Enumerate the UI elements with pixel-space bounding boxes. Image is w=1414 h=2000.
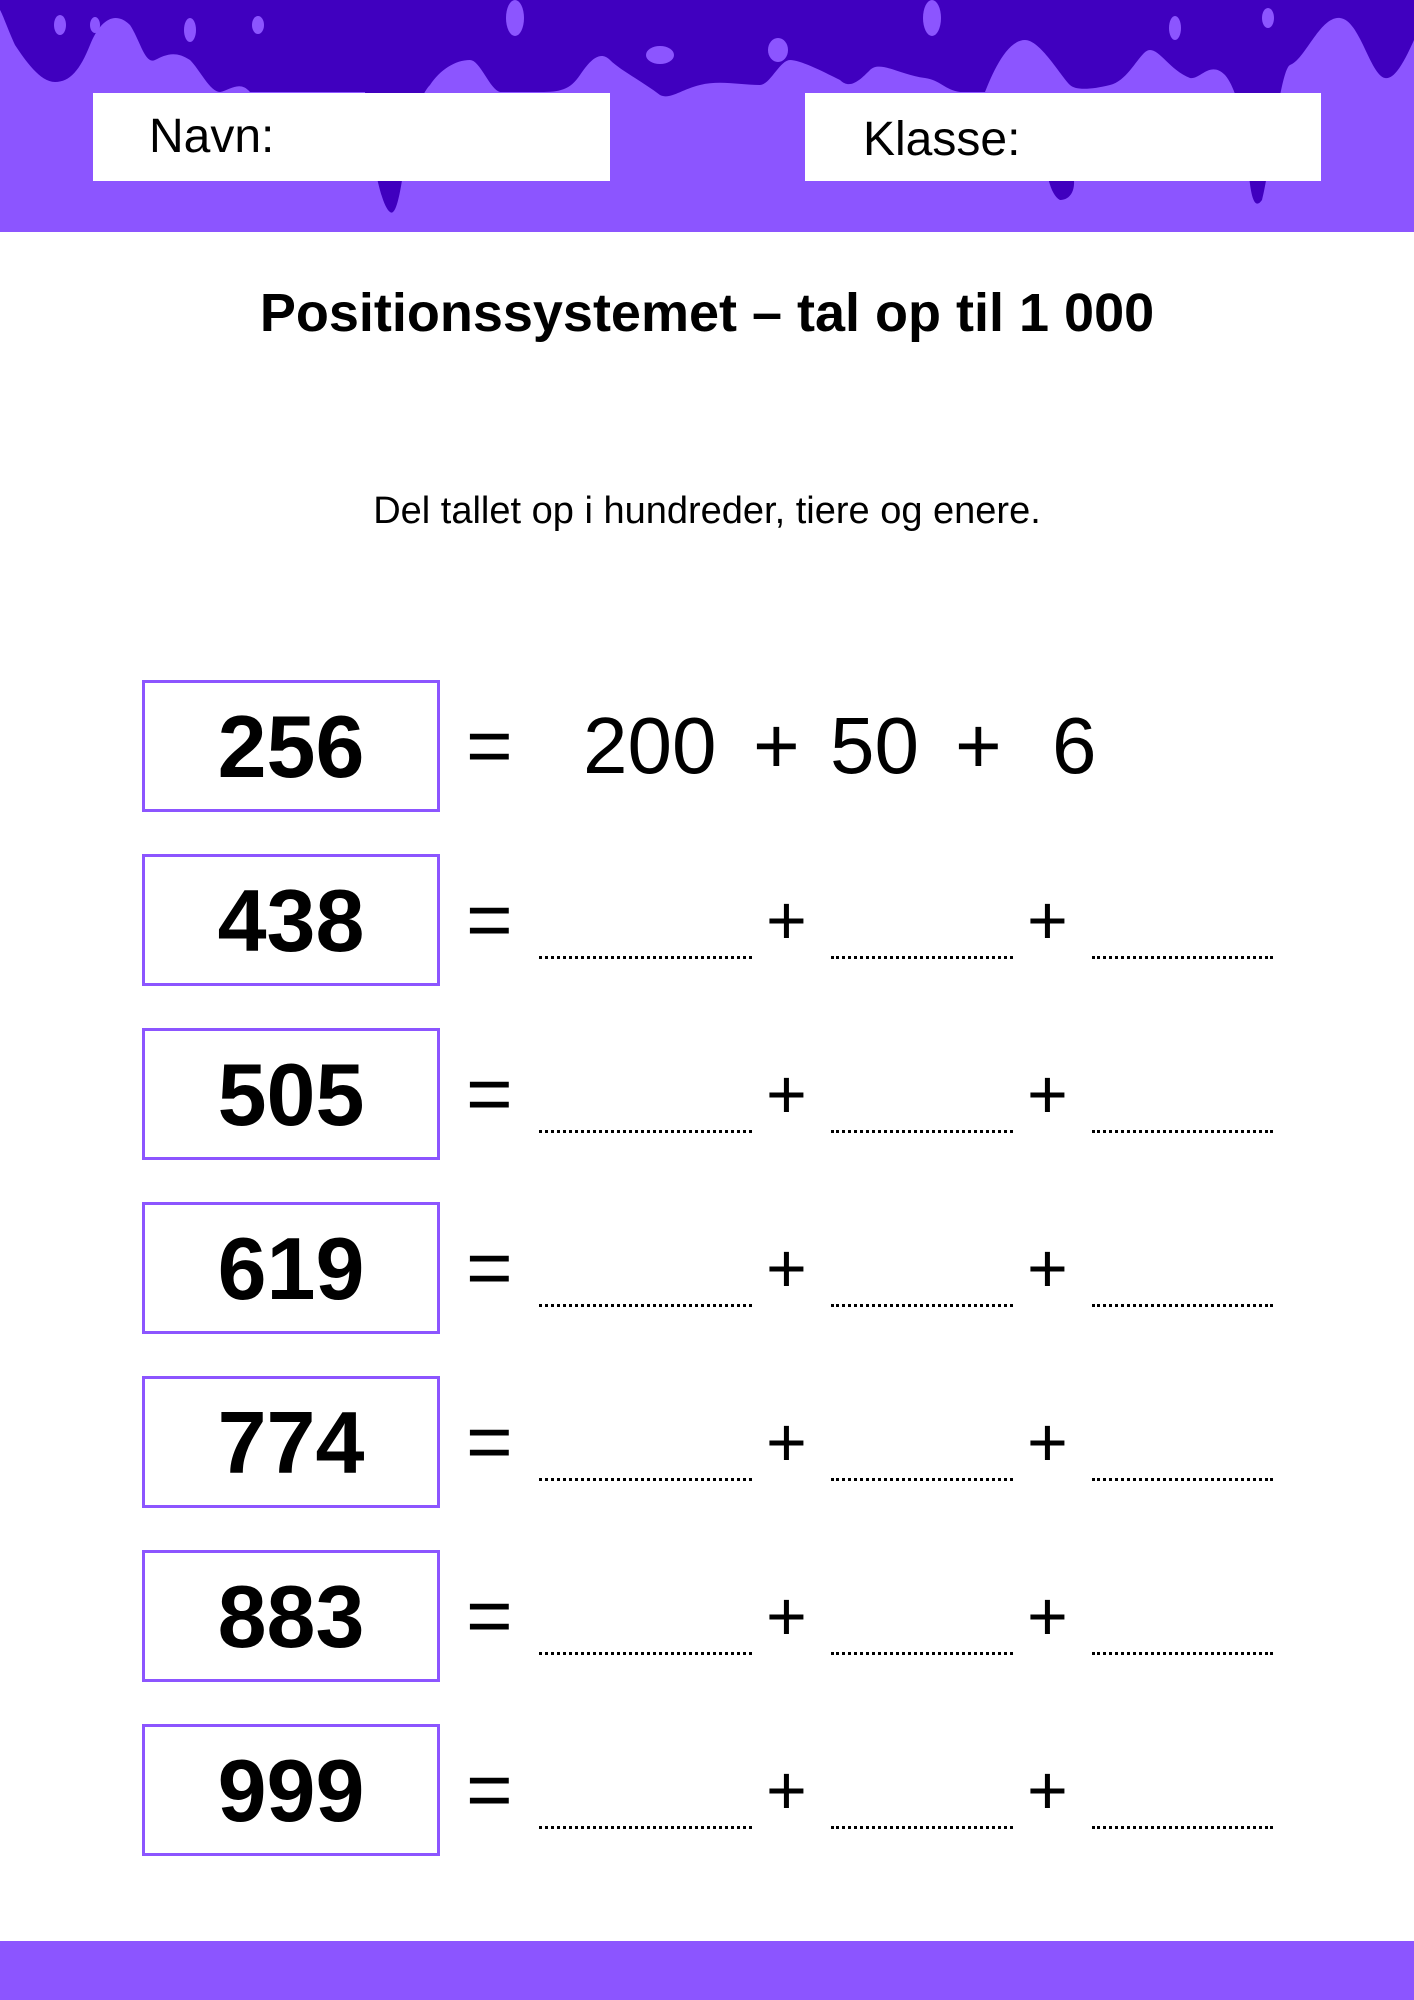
number-box: 883: [142, 1550, 440, 1682]
equals-sign: =: [466, 1745, 513, 1834]
hundreds-answer-blank[interactable]: [539, 1826, 752, 1829]
exercise-row: [0, 1724, 1414, 1856]
number-box: 256: [142, 680, 440, 812]
exercise-row: [0, 854, 1414, 986]
ones-value: 6: [1052, 701, 1097, 790]
hundreds-answer-blank[interactable]: [539, 1130, 752, 1133]
tens-answer-blank[interactable]: [831, 956, 1013, 959]
header-banner: [0, 0, 1414, 232]
exercise-row: [0, 1028, 1414, 1160]
worksheet-title: Positionssystemet – tal op til 1 000: [259, 283, 1155, 343]
exercise-row: [0, 1550, 1414, 1682]
equals-sign: =: [466, 1397, 513, 1486]
hundreds-answer-blank[interactable]: [539, 1478, 752, 1481]
ones-answer-blank[interactable]: [1092, 1826, 1273, 1829]
exercise-row: [0, 1202, 1414, 1334]
number-box: 774: [142, 1376, 440, 1508]
plus-sign: +: [766, 1577, 807, 1655]
equals-sign: =: [466, 1049, 513, 1138]
hundreds-value: 200: [583, 701, 717, 790]
ones-answer-blank[interactable]: [1092, 1478, 1273, 1481]
ones-answer-blank[interactable]: [1092, 956, 1273, 959]
plus-sign: +: [766, 881, 807, 959]
class-label: Klasse:: [863, 113, 1021, 166]
tens-answer-blank[interactable]: [831, 1826, 1013, 1829]
plus-sign: +: [1027, 1577, 1068, 1655]
name-field[interactable]: [93, 93, 610, 181]
tens-value: 50: [830, 701, 919, 790]
ones-answer-blank[interactable]: [1092, 1304, 1273, 1307]
tens-answer-blank[interactable]: [831, 1304, 1013, 1307]
equals-sign: =: [466, 1223, 513, 1312]
equals-sign: =: [466, 701, 513, 790]
plus-sign: +: [766, 1403, 807, 1481]
plus-sign: +: [766, 1751, 807, 1829]
example-row: [0, 680, 1414, 812]
plus-sign: +: [753, 701, 800, 790]
number-box: 505: [142, 1028, 440, 1160]
footer-bar: [0, 1941, 1414, 2000]
plus-sign: +: [1027, 1751, 1068, 1829]
number-box: 999: [142, 1724, 440, 1856]
ones-answer-blank[interactable]: [1092, 1130, 1273, 1133]
class-field[interactable]: [805, 93, 1321, 181]
plus-sign: +: [1027, 881, 1068, 959]
plus-sign: +: [766, 1229, 807, 1307]
equals-sign: =: [466, 875, 513, 964]
plus-sign: +: [1027, 1229, 1068, 1307]
number-box: 438: [142, 854, 440, 986]
plus-sign: +: [1027, 1403, 1068, 1481]
instruction-text: Del tallet op i hundreder, tiere og enere.: [373, 490, 1041, 532]
plus-sign: +: [766, 1055, 807, 1133]
hundreds-answer-blank[interactable]: [539, 1304, 752, 1307]
tens-answer-blank[interactable]: [831, 1478, 1013, 1481]
hundreds-answer-blank[interactable]: [539, 1652, 752, 1655]
tens-answer-blank[interactable]: [831, 1652, 1013, 1655]
equals-sign: =: [466, 1571, 513, 1660]
number-box: 619: [142, 1202, 440, 1334]
name-label: Navn:: [149, 110, 275, 163]
ones-answer-blank[interactable]: [1092, 1652, 1273, 1655]
plus-sign: +: [1027, 1055, 1068, 1133]
tens-answer-blank[interactable]: [831, 1130, 1013, 1133]
hundreds-answer-blank[interactable]: [539, 956, 752, 959]
exercise-row: [0, 1376, 1414, 1508]
plus-sign: +: [955, 701, 1002, 790]
